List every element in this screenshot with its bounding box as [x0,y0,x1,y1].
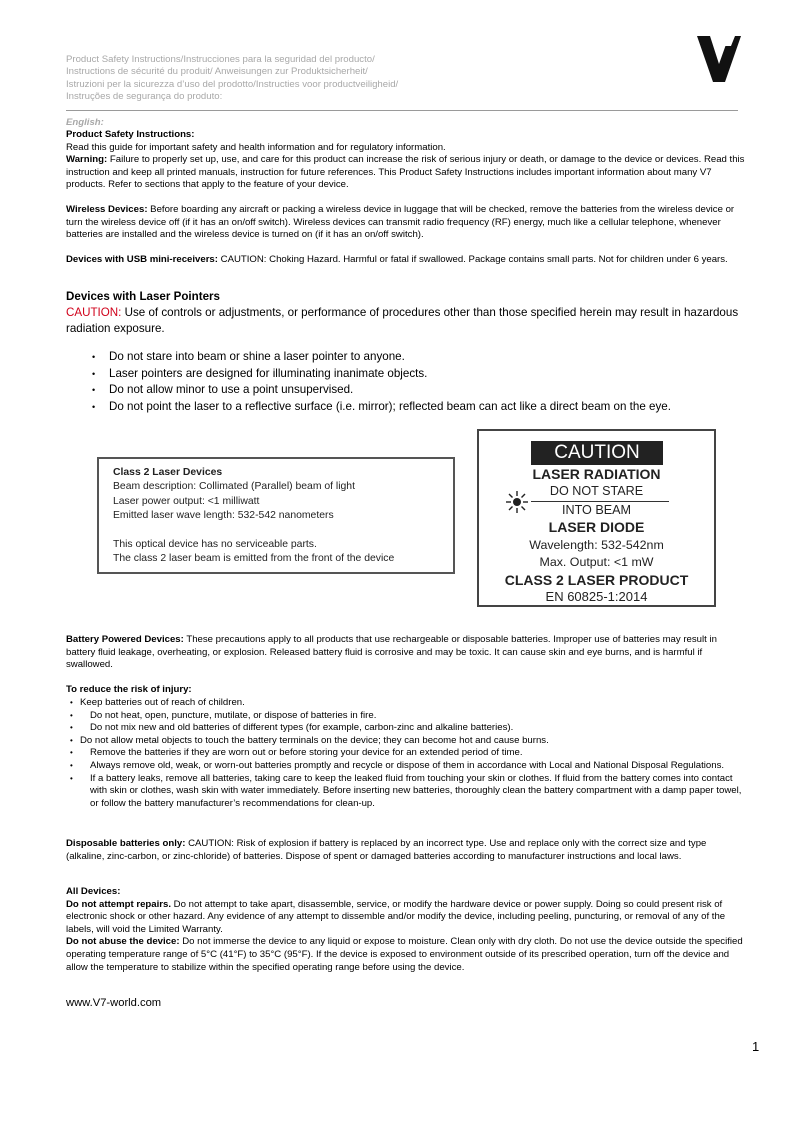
wireless-section [66,204,746,242]
battery-text: These precautions apply to all products that use rechargeable or disposable batteries. Improper use of batteries may result in battery fluid leakage, overheating, or explosion. Released battery fluid is corrosive and may be toxic. It can cause skin and eye burns, and is harmful if swallowed. [66,634,717,671]
header-divider [66,110,738,111]
laser-bullet-list [92,349,752,415]
laser-diode-text: LASER DIODE [548,519,645,535]
usb-section [66,254,746,267]
battery-label: Battery Powered Devices: [66,634,184,645]
into-beam-text: INTO BEAM [561,503,632,517]
disposable-label: Disposable batteries only: [66,838,186,849]
abuse-label: Do not abuse the device: [66,936,180,948]
page-number: 1 [752,1039,760,1054]
intro-text: Read this guide for important safety and health information and for regulatory information. [66,141,446,153]
disposable-section [66,838,746,863]
wireless-label: Wireless Devices: [66,204,148,215]
class2-box-line: The class 2 laser beam is emitted from the front of the device [113,553,395,565]
laser-caution [66,305,746,336]
list-item: • If a battery leaks, remove all batteries, taking care to keep the leaked fluid from touching your skin or clothes. If fluid from the battery comes into contact with skin or clothes, wash skin with water immediately. Before inserting new batteries, thoroughly clean the battery compartment with a damp paper towel, or follow the battery manufacturer’s recommendations for clean-up. [66,773,742,811]
repairs-label: Do not attempt repairs. [66,898,172,910]
class2-product-text: CLASS 2 LASER PRODUCT [504,572,689,588]
warning-label: Warning: [66,154,108,166]
abuse-text: Do not immerse the device to any liquid or expose to moisture. Clean only with dry cloth. Do not use the device outside the specified operating temperature range of 5°C (41°F) to 35°C (95°F). If the device is exposed to environment outside of its prescribed operation, turn off the device and allow the temperature to stabilize within the specified operating range before using the device. [66,936,743,973]
class2-info-box [97,457,455,574]
laser-caution-label-box [477,429,716,607]
injury-heading [66,684,746,697]
all-devices-heading: All Devices: [66,886,121,897]
injury-bullet-list [66,697,742,810]
class2-box-line: This optical device has no serviceable parts. [113,538,317,550]
list-item: • Do not allow minor to use a point unsupervised. [92,382,752,399]
list-item: • Laser pointers are designed for illuminating inanimate objects. [92,366,752,383]
battery-section [66,634,746,672]
injury-heading-text: To reduce the risk of injury: [66,684,192,695]
list-item: • Do not stare into beam or shine a laser pointer to anyone. [92,349,752,366]
class2-box-line: Laser power output: <1 milliwatt [113,495,260,507]
all-devices-section [66,886,746,974]
list-item: • Do not heat, open, puncture, mutilate, or dispose of batteries in fire. [66,710,742,723]
class2-box-title: Class 2 Laser Devices [113,467,223,478]
warning-text: Failure to properly set up, use, and care for this product can increase the risk of serious injury or death, or damage to the device or devices. Read this instruction and keep all printed manuals, instruction for future references. This Product Safety Instructions includes important information about many V7 products. Refer to sections that apply to the feature of your device. [66,154,745,191]
list-item: • Do not allow metal objects to touch the battery terminals on the device; they can become hot and cause burns. [66,735,742,748]
v7-logo [695,34,743,84]
usb-label: Devices with USB mini-receivers: [66,254,218,265]
language-label: English: [66,117,104,128]
repairs-text: Do not attempt to take apart, disassemble, service, or modify the hardware device or power supply. Doing so could present risk of electronic shock or other hazard. Any evidence of any attempt to dissemble and/or modify the device, including peeling, puncturing, or removal of any of the labels, will void the Limited Warranty. [66,898,726,935]
standard-text: EN 60825-1:2014 [545,589,648,604]
intro-heading: Product Safety Instructions: [66,129,195,140]
website-link[interactable]: www.V7-world.com [66,997,162,1009]
laser-caution-text: Use of controls or adjustments, or performance of procedures other than those specified herein may result in hazardous radiation exposure. [66,306,739,335]
list-item: • Keep batteries out of reach of children. [66,697,742,710]
class2-box-line: Beam description: Collimated (Parallel) beam of light [113,481,355,493]
wireless-text: Before boarding any aircraft or packing a wireless device in luggage that will be checked, remove the batteries from the wireless device or turn the wireless device off (if it has an on/off switch). Wireless devices can transmit radio frequency (RF) energy, much like a cellular telephone, whenever batteries are installed and the wireless device is turned on (if it has an on/off switch). [66,204,735,241]
laser-caution-label: CAUTION: [66,306,122,319]
laser-radiation-text: LASER RADIATION [532,466,661,482]
disposable-text: CAUTION: Risk of explosion if battery is replaced by an incorrect type. Use and replace only with the correct size and type (alkaline, zinc-carbon, or zinc-chloride) of batteries. Dispose of spent or damaged batteries according to manufacturer instructions and local laws. [66,838,707,862]
wavelength-text: Wavelength: 532-542nm [529,538,664,552]
class2-box-line: Emitted laser wave length: 532-542 nanometers [113,510,334,522]
caution-banner: CAUTION [531,441,663,465]
document-header [66,54,626,104]
laser-title: Devices with Laser Pointers [66,290,221,303]
header-line: Product Safety Instructions/Instrucciones para la seguridad del producto/ [66,54,375,65]
list-item: • Always remove old, weak, or worn-out batteries promptly and recycle or dispose of them in accordance with Local and National Disposal Regulations. [66,760,742,773]
header-line: Instructions de sécurité du produit/ Anweisungen zur Produktsicherheit/ [66,66,368,78]
list-item: • Do not mix new and old batteries of different types (for example, carbon-zinc and alkaline batteries). [66,722,742,735]
list-item: • Remove the batteries if they are worn out or before storing your device for an extended period of time. [66,747,742,760]
header-line: Instruções de segurança do produto: [66,91,223,103]
list-item: • Do not point the laser to a reflective surface (i.e. mirror); reflected beam can act like a direct beam on the eye. [92,399,752,416]
intro-section [66,129,746,192]
usb-text: CAUTION: Choking Hazard. Harmful or fatal if swallowed. Package contains small parts. Not for children under 6 years. [217,254,728,265]
header-line: Istruzioni per la sicurezza d’uso del prodotto/Instructies voor productveiligheid/ [66,78,399,90]
do-not-stare-text: DO NOT STARE [549,484,644,498]
max-output-text: Max. Output: <1 mW [539,555,654,569]
